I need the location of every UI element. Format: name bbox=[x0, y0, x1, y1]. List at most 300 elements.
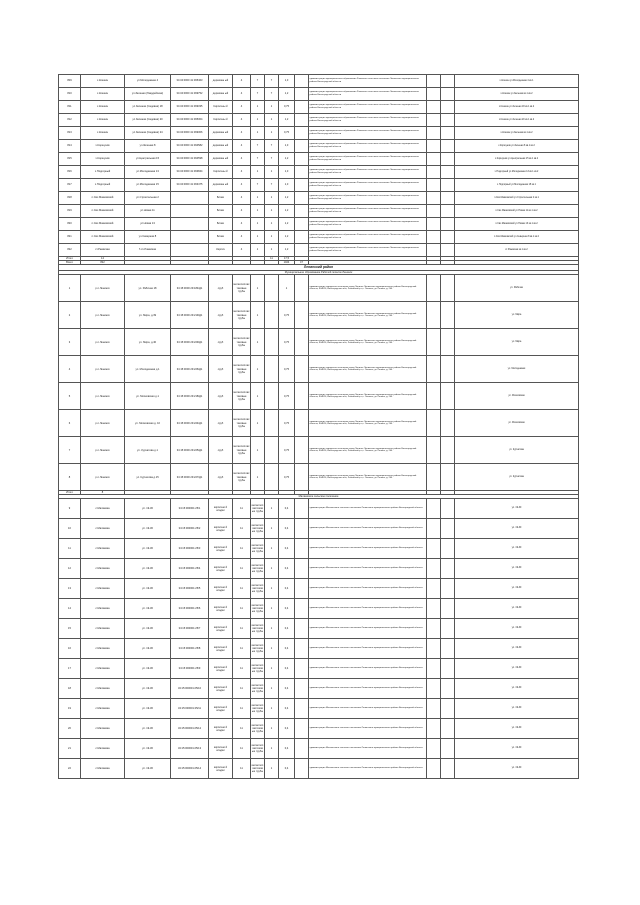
pipe-material: металлопластиковые трубы bbox=[251, 559, 265, 579]
locality: с.Маляевка bbox=[81, 739, 125, 759]
empty-cell bbox=[427, 539, 441, 559]
pipe-material: металлопластиковые трубы bbox=[233, 275, 251, 302]
owner-description: администрация Маляевского сельского поселения Ленинского муниципального района Волгоградской области bbox=[309, 639, 427, 659]
empty-cell bbox=[441, 739, 455, 759]
street-address: ул. Курчатова д.15 bbox=[125, 464, 171, 491]
row-number: 8 bbox=[59, 464, 81, 491]
area-value: 0,4 bbox=[279, 699, 295, 719]
row-number: 5 bbox=[59, 383, 81, 410]
table-row bbox=[59, 559, 579, 579]
street-address: ул.Зеленая (Садовая) 18 bbox=[125, 101, 171, 114]
object-address: п.Свх.Маяковский ул.Строительная 2 кв.1 bbox=[455, 192, 579, 205]
object-address: х.Кошкин ул.Зеленая 20 кв.1 кв.2 bbox=[455, 114, 579, 127]
object-address: х.Коршунов ул.Центральная 15 кв.1 кв.2 bbox=[455, 153, 579, 166]
empty-cell bbox=[295, 464, 309, 491]
street-address: ул.Молодежная 15 bbox=[125, 179, 171, 192]
empty-cell bbox=[427, 75, 441, 88]
pipe-material: металлопластиковые трубы bbox=[251, 679, 265, 699]
street-address: ул.Центральная 15 bbox=[125, 153, 171, 166]
object-address: ул. 19-30 bbox=[455, 739, 579, 759]
street-address: ул. 19-30 bbox=[125, 519, 171, 539]
empty-cell bbox=[441, 619, 455, 639]
area-value: 1,3 bbox=[279, 166, 295, 179]
object-address: п.Свх.Маяковский ул.Новая 11 кв.1 кв.2 bbox=[455, 205, 579, 218]
empty-cell bbox=[265, 329, 279, 356]
construction-type: деревянн ый bbox=[209, 140, 233, 153]
construction-type: кирпично й кладки bbox=[209, 559, 233, 579]
object-address: ул. Курчатова bbox=[455, 464, 579, 491]
empty-cell bbox=[295, 539, 309, 559]
count-value: 1 bbox=[251, 410, 265, 437]
locality: с.Маляевка bbox=[81, 719, 125, 739]
table-row bbox=[59, 619, 579, 639]
street-address: ул. 19-30 bbox=[125, 719, 171, 739]
locality: х.Кошкин bbox=[81, 88, 125, 101]
value-a: 4 bbox=[233, 179, 251, 192]
count-value: 1 bbox=[251, 356, 265, 383]
owner-description: администрация муниципального образования Ржевского сельского поселения Ленинского муниципального района Волгоградской области bbox=[309, 114, 427, 127]
locality: с.Маляевка bbox=[81, 519, 125, 539]
empty-cell bbox=[427, 192, 441, 205]
table-row bbox=[59, 302, 579, 329]
empty-cell bbox=[441, 302, 455, 329]
locality: с.Маляевка bbox=[81, 699, 125, 719]
value-b: 7 bbox=[251, 88, 265, 101]
construction-type: кирпично й кладки bbox=[209, 759, 233, 779]
area-value: 1,2 bbox=[279, 231, 295, 244]
empty-cell bbox=[295, 639, 309, 659]
empty-cell bbox=[295, 244, 309, 257]
object-address: ул. 19-30 bbox=[455, 579, 579, 599]
row-number: 820 bbox=[59, 218, 81, 231]
street-address: ул. 19-30 bbox=[125, 559, 171, 579]
area-value: 0,4 bbox=[279, 639, 295, 659]
empty-cell bbox=[441, 275, 455, 302]
street-address: ул.Новая 11 bbox=[125, 205, 171, 218]
empty-cell bbox=[295, 127, 309, 140]
construction-type: сруб bbox=[209, 275, 233, 302]
object-address: ул. 19-30 bbox=[455, 639, 579, 659]
empty-cell bbox=[295, 759, 309, 779]
locality: с.Маляевка bbox=[81, 659, 125, 679]
owner-description: администрация Маляевского сельского поселения Ленинского муниципального района Волгоградской области bbox=[309, 539, 427, 559]
area-value: 1,2 bbox=[279, 192, 295, 205]
count-value: 1 bbox=[265, 539, 279, 559]
locality: с.Маляевка bbox=[81, 539, 125, 559]
area-value: 1,3 bbox=[279, 75, 295, 88]
table-row bbox=[59, 153, 579, 166]
locality: р.п.Ленинск bbox=[81, 275, 125, 302]
construction-type: Кирпичны й bbox=[209, 114, 233, 127]
locality: с.Маляевка bbox=[81, 579, 125, 599]
value-b: 7 bbox=[251, 140, 265, 153]
empty-cell bbox=[441, 329, 455, 356]
value-c: 7 bbox=[265, 88, 279, 101]
locality: п.Свх.Маяковский bbox=[81, 192, 125, 205]
locality: х.Кошкин bbox=[81, 114, 125, 127]
owner-description: администрация Маляевского сельского поселения Ленинского муниципального района Волгоградской области bbox=[309, 559, 427, 579]
construction-type: кирпично й кладки bbox=[209, 539, 233, 559]
empty-cell bbox=[295, 659, 309, 679]
empty-cell bbox=[295, 739, 309, 759]
empty-cell bbox=[441, 127, 455, 140]
construction-type: сруб bbox=[209, 437, 233, 464]
owner-description: администрация муниципального образования Ржевского сельского поселения Ленинского муниципального района Волгоградской области bbox=[309, 231, 427, 244]
construction-type: кирпично й кладки bbox=[209, 639, 233, 659]
empty-cell bbox=[427, 140, 441, 153]
pipe-material: металлопластиковые трубы bbox=[233, 302, 251, 329]
empty-cell bbox=[427, 231, 441, 244]
cadastral-number: 34:15:000001:25/7 bbox=[171, 619, 209, 639]
count-value: 1 bbox=[251, 437, 265, 464]
cadastral-number: 34:34:0000 41:399306 bbox=[171, 127, 209, 140]
object-address: ул. 19-30 bbox=[455, 679, 579, 699]
empty-cell bbox=[441, 88, 455, 101]
empty-cell bbox=[295, 719, 309, 739]
street-address: ул. 19-30 bbox=[125, 659, 171, 679]
empty-cell bbox=[427, 579, 441, 599]
count-value: 1 bbox=[265, 619, 279, 639]
area-value: 0,4 bbox=[279, 559, 295, 579]
value-b: 1 bbox=[251, 205, 265, 218]
value-c: 1 bbox=[265, 205, 279, 218]
empty-cell bbox=[427, 114, 441, 127]
construction-type: деревянн ый bbox=[209, 88, 233, 101]
cadastral-number bbox=[171, 205, 209, 218]
table-row bbox=[59, 88, 579, 101]
area-value: 1,2 bbox=[279, 205, 295, 218]
street-address: ул. 19-30 bbox=[125, 619, 171, 639]
total-area: 17,5 bbox=[279, 257, 295, 261]
total-count: 822 bbox=[81, 261, 125, 265]
table-row bbox=[59, 519, 579, 539]
area-value: 0,75 bbox=[279, 127, 295, 140]
street-address: ул. Курчатова д.1 bbox=[125, 437, 171, 464]
empty-cell bbox=[427, 619, 441, 639]
area-value: 0,4 bbox=[279, 599, 295, 619]
total-area: 1024 bbox=[279, 261, 295, 265]
construction-type: кирпично й кладки bbox=[209, 739, 233, 759]
street-address: ул.Зеленая (Гвардейская) bbox=[125, 88, 171, 101]
table-row bbox=[59, 410, 579, 437]
object-address: ул. 19-30 bbox=[455, 659, 579, 679]
object-address: ул. Рабочая bbox=[455, 275, 579, 302]
empty-cell bbox=[427, 759, 441, 779]
table-row bbox=[59, 599, 579, 619]
cadastral-number: 34:15:0000 29:225/Д1 bbox=[171, 437, 209, 464]
row-number: 816 bbox=[59, 166, 81, 179]
empty-cell bbox=[441, 231, 455, 244]
empty-cell bbox=[441, 218, 455, 231]
empty-cell bbox=[295, 75, 309, 88]
object-address: ул. Мира bbox=[455, 329, 579, 356]
object-address: ул. Курчатова bbox=[455, 437, 579, 464]
locality: р.п.Ленинск bbox=[81, 356, 125, 383]
pipe-material: металлопластиковые трубы bbox=[251, 539, 265, 559]
area-value: 0,4 bbox=[279, 759, 295, 779]
row-number: 18 bbox=[59, 679, 81, 699]
table-row bbox=[59, 437, 579, 464]
row-number: 1 bbox=[59, 275, 81, 302]
construction-type: кирпично й кладки bbox=[209, 719, 233, 739]
empty-cell bbox=[441, 699, 455, 719]
empty-cell bbox=[441, 114, 455, 127]
table-row bbox=[59, 101, 579, 114]
empty-cell bbox=[295, 166, 309, 179]
locality: с.Маляевка bbox=[81, 759, 125, 779]
empty-cell bbox=[441, 759, 455, 779]
construction-type: деревянн ый bbox=[209, 179, 233, 192]
empty-cell bbox=[427, 127, 441, 140]
empty-cell bbox=[441, 519, 455, 539]
locality: с.Маляевка bbox=[81, 639, 125, 659]
owner-description: администрация городского поселения город Ленинск Ленинского муниципального района Волгоградской области, 404620, Волгоградская обл, Ленинский р-н, г Ленинск, ул Ленина, д. 206 bbox=[309, 464, 427, 491]
empty-cell bbox=[441, 166, 455, 179]
table-row bbox=[59, 356, 579, 383]
row-number: 13 bbox=[59, 579, 81, 599]
cadastral-number: 34:34:0000 41:399335 bbox=[171, 101, 209, 114]
locality: х.Кошкин bbox=[81, 101, 125, 114]
construction-type: сруб bbox=[209, 329, 233, 356]
empty-cell bbox=[427, 244, 441, 257]
street-address: ул. Мира, д.40 bbox=[125, 329, 171, 356]
locality: с.Маляевка bbox=[81, 619, 125, 639]
pipe-material: металлопластиковые трубы bbox=[233, 464, 251, 491]
empty-cell bbox=[441, 464, 455, 491]
street-address: ул.Зеленая (Садовая) 20 bbox=[125, 114, 171, 127]
area-value: 0,75 bbox=[279, 329, 295, 356]
register-table bbox=[58, 74, 579, 779]
empty-cell bbox=[295, 88, 309, 101]
value-a: 4 bbox=[233, 140, 251, 153]
empty-cell bbox=[295, 437, 309, 464]
table-row bbox=[59, 464, 579, 491]
object-address: ул. 19-30 bbox=[455, 559, 579, 579]
empty-cell bbox=[427, 329, 441, 356]
value-c: 7 bbox=[265, 153, 279, 166]
value-c: 1 bbox=[265, 192, 279, 205]
total-count: 8 bbox=[81, 491, 125, 495]
object-address: ул. 19-30 bbox=[455, 719, 579, 739]
table-row bbox=[59, 75, 579, 88]
pipe-material: металлопластиковые трубы bbox=[251, 659, 265, 679]
object-address: п.Свх.Маяковский ул.Новая 13 кв.1 кв.2 bbox=[455, 218, 579, 231]
cadastral-number: 34:15:000001:25/1 bbox=[171, 499, 209, 519]
object-address: х.Подгорный ул.Молодежная 13 кв.1 кв.2 bbox=[455, 166, 579, 179]
empty-cell bbox=[427, 599, 441, 619]
owner-description: администрация муниципального образования Ржевского сельского поселения Ленинского муниципального района Волгоградской области bbox=[309, 192, 427, 205]
empty-cell bbox=[427, 218, 441, 231]
street-address: ул. 19-30 bbox=[125, 499, 171, 519]
owner-description: администрация городского поселения город Ленинск Ленинского муниципального района Волгоградской области, 404620, Волгоградская обл, Ленинский р-н, г Ленинск, ул Ленина, д. 206 bbox=[309, 302, 427, 329]
cadastral-number: 34:15:0000 29:226/Д1 bbox=[171, 356, 209, 383]
empty-cell bbox=[427, 659, 441, 679]
empty-cell bbox=[265, 356, 279, 383]
value-b: 1 bbox=[251, 166, 265, 179]
object-address: х.Кошкин ул.Зеленая кв.1 кв.2 bbox=[455, 88, 579, 101]
area-value: 0,75 bbox=[279, 356, 295, 383]
value-c: 7 bbox=[265, 179, 279, 192]
street-address: ул. 19-30 bbox=[125, 539, 171, 559]
owner-description: администрация муниципального образования Ржевского сельского поселения Ленинского муниципального района Волгоградской области bbox=[309, 127, 427, 140]
value-b: 1 bbox=[251, 218, 265, 231]
object-address: х.Подгорный ул.Молодежная 15 кв.1 bbox=[455, 179, 579, 192]
locality: п.Свх.Маяковский bbox=[81, 231, 125, 244]
empty-cell bbox=[427, 101, 441, 114]
value-b: 1 bbox=[251, 192, 265, 205]
value-a: 4 bbox=[233, 231, 251, 244]
row-number: 811 bbox=[59, 101, 81, 114]
owner-description: администрация городского поселения город Ленинск Ленинского муниципального района Волгоградской области, 404620, Волгоградская обл, Ленинский р-н, г Ленинск, ул Ленина, д. 206 bbox=[309, 410, 427, 437]
section-title: Ленинский район bbox=[59, 265, 579, 271]
empty-cell bbox=[441, 679, 455, 699]
construction-type: кирпично й кладки bbox=[209, 579, 233, 599]
street-address: ул. 19-30 bbox=[125, 639, 171, 659]
empty-cell bbox=[427, 464, 441, 491]
value-c: 7 bbox=[265, 75, 279, 88]
pipe-material: металлопластиковые трубы bbox=[233, 437, 251, 464]
count-value: 1 bbox=[265, 499, 279, 519]
owner-description: администрация муниципального образования Ржевского сельского поселения Ленинского муниципального района Волгоградской области bbox=[309, 153, 427, 166]
row-number: 819 bbox=[59, 205, 81, 218]
area-value: 0,75 bbox=[279, 302, 295, 329]
table-row bbox=[59, 179, 579, 192]
empty-cell bbox=[295, 218, 309, 231]
area-value: 0,4 bbox=[279, 619, 295, 639]
pipe-material: металлопластиковые трубы bbox=[251, 639, 265, 659]
row-number: 813 bbox=[59, 127, 81, 140]
table-row bbox=[59, 719, 579, 739]
locality: р.п.Ленинск bbox=[81, 383, 125, 410]
value-c: 1 bbox=[265, 114, 279, 127]
street-address: ул. Молодежная д.1 bbox=[125, 356, 171, 383]
count-value: 1 bbox=[265, 719, 279, 739]
owner-description: администрация муниципального образования Ржевского сельского поселения Ленинского муниципального района Волгоградской области bbox=[309, 179, 427, 192]
value-c: 1 bbox=[265, 244, 279, 257]
object-address: х.Кошкин ул.Молодежная 4 кв.1 bbox=[455, 75, 579, 88]
empty-cell bbox=[265, 410, 279, 437]
empty-cell bbox=[441, 499, 455, 519]
empty-cell bbox=[427, 410, 441, 437]
empty-cell bbox=[427, 719, 441, 739]
area-value: 1,3 bbox=[279, 179, 295, 192]
count-value: 1 bbox=[251, 383, 265, 410]
owner-description: администрация муниципального образования Ржевского сельского поселения Ленинского муниципального района Волгоградской области bbox=[309, 218, 427, 231]
empty-cell bbox=[295, 153, 309, 166]
empty-cell bbox=[427, 679, 441, 699]
row-number: 12 bbox=[59, 559, 81, 579]
owner-description: администрация муниципального образования Ржевского сельского поселения Ленинского муниципального района Волгоградской области bbox=[309, 88, 427, 101]
value-b: 1 bbox=[251, 231, 265, 244]
empty-cell bbox=[441, 205, 455, 218]
value-c: 11 bbox=[233, 559, 251, 579]
locality: п.Свх.Маяковский bbox=[81, 218, 125, 231]
construction-type: Кирпич bbox=[209, 244, 233, 257]
count-value: 1 bbox=[251, 329, 265, 356]
cadastral-number bbox=[171, 231, 209, 244]
area-value: 0,4 bbox=[279, 679, 295, 699]
empty-cell bbox=[427, 179, 441, 192]
value-c: 11 bbox=[233, 499, 251, 519]
locality: х.Коршунов bbox=[81, 153, 125, 166]
empty-cell bbox=[295, 231, 309, 244]
empty-cell bbox=[441, 140, 455, 153]
cadastral-number: 34:15:0000 29:224/Д1 bbox=[171, 410, 209, 437]
cadastral-number: 34:15:0000 29:184/Д1 bbox=[171, 275, 209, 302]
row-number: 817 bbox=[59, 179, 81, 192]
locality: р.п.Ленинск bbox=[81, 464, 125, 491]
value-a: 4 bbox=[233, 218, 251, 231]
pipe-material: металлопластиковые трубы bbox=[251, 519, 265, 539]
row-number: 821 bbox=[59, 231, 81, 244]
total-sum: 11 bbox=[265, 257, 279, 261]
empty-cell bbox=[427, 275, 441, 302]
cadastral-number: 34:15:000001:25/13 bbox=[171, 739, 209, 759]
empty-cell bbox=[295, 519, 309, 539]
street-address: ул. 19-30 bbox=[125, 739, 171, 759]
object-address: ул. Московская bbox=[455, 410, 579, 437]
object-address: х.Кошкин ул.Зеленая кв.1 кв.2 bbox=[455, 127, 579, 140]
street-address: ул. 19-30 bbox=[125, 599, 171, 619]
table-row bbox=[59, 759, 579, 779]
value-c: 1 bbox=[265, 218, 279, 231]
empty-cell bbox=[427, 519, 441, 539]
empty-cell bbox=[441, 383, 455, 410]
cadastral-number: 34:15:0000 29:227/Д1 bbox=[171, 464, 209, 491]
street-address: Г-сх.Ржевская bbox=[125, 244, 171, 257]
construction-type: деревянн ый bbox=[209, 127, 233, 140]
count-value: 1 bbox=[265, 759, 279, 779]
locality: ст.Ржевская bbox=[81, 244, 125, 257]
cadastral-number: 34:15:000001:25/14 bbox=[171, 759, 209, 779]
pipe-material: металлопластиковые трубы bbox=[233, 356, 251, 383]
object-address: ул. 19-30 bbox=[455, 759, 579, 779]
cadastral-number: 34:15:000001:25/6 bbox=[171, 599, 209, 619]
owner-description: администрация муниципального образования Ржевского сельского поселения Ленинского муниципального района Волгоградской области bbox=[309, 101, 427, 114]
table-row bbox=[59, 218, 579, 231]
table-row bbox=[59, 639, 579, 659]
count-value: 1 bbox=[265, 559, 279, 579]
street-address: ул. Московская д.1 bbox=[125, 383, 171, 410]
row-number: 17 bbox=[59, 659, 81, 679]
area-value: 0,75 bbox=[279, 383, 295, 410]
owner-description: администрация Маляевского сельского поселения Ленинского муниципального района Волгоградской области bbox=[309, 759, 427, 779]
object-address: х.Коршунов ул.Зеленая 8 кв.1 кв.2 bbox=[455, 140, 579, 153]
owner-description: администрация муниципального образования Ржевского сельского поселения Ленинского муниципального района Волгоградской области bbox=[309, 205, 427, 218]
table-row bbox=[59, 231, 579, 244]
cadastral-number: 34:15:000001:25/11 bbox=[171, 699, 209, 719]
construction-type: кирпично й кладки bbox=[209, 499, 233, 519]
object-address: ул. 19-30 bbox=[455, 519, 579, 539]
value-c: 1 bbox=[265, 101, 279, 114]
empty-cell bbox=[295, 356, 309, 383]
table-row bbox=[59, 114, 579, 127]
owner-description: администрация муниципального образования Ржевского сельского поселения Ленинского муниципального района Волгоградской области bbox=[309, 75, 427, 88]
empty-cell bbox=[295, 679, 309, 699]
table-row bbox=[59, 244, 579, 257]
empty-cell bbox=[441, 599, 455, 619]
empty-cell bbox=[295, 275, 309, 302]
street-address: ул. Московская д. 10 bbox=[125, 410, 171, 437]
construction-type: кирпично й кладки bbox=[209, 699, 233, 719]
owner-description: администрация городского поселения город Ленинск Ленинского муниципального района Волгоградской области, 404620, Волгоградская обл, Ленинский р-н, г Ленинск, ул Ленина, д. 206 bbox=[309, 383, 427, 410]
cadastral-number: 34:15:000001:25/8 bbox=[171, 639, 209, 659]
pipe-material: металлопластиковые трубы bbox=[251, 739, 265, 759]
cadastral-number: 34:15:000001:25/4 bbox=[171, 559, 209, 579]
locality: х.Кошкин bbox=[81, 127, 125, 140]
construction-type: кирпично й кладки bbox=[209, 599, 233, 619]
construction-type: кирпично й кладки bbox=[209, 659, 233, 679]
